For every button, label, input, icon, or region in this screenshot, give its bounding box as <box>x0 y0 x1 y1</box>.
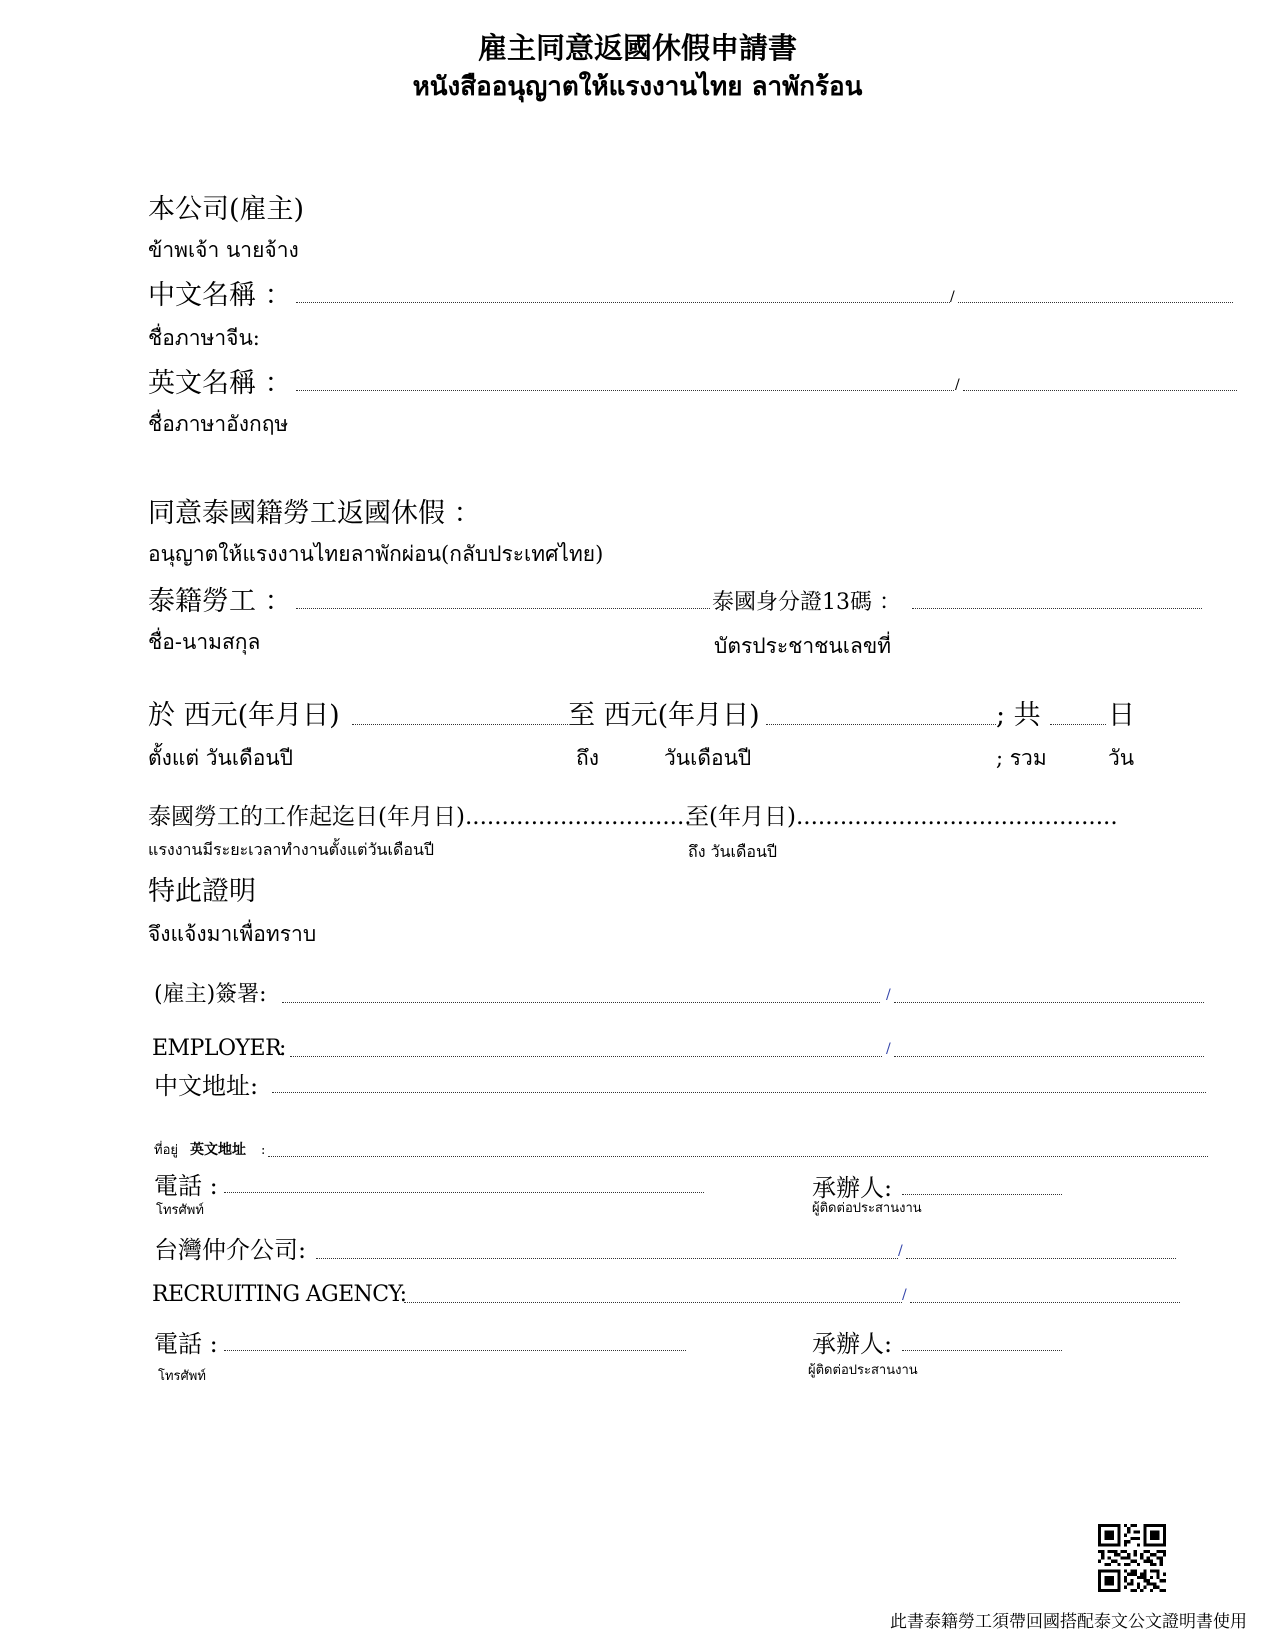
employer-label: EMPLOYER <box>152 1036 282 1061</box>
en-address-label: 英文地址 <box>190 1142 246 1158</box>
agency-field[interactable] <box>316 1258 898 1259</box>
certify-label: 特此證明 <box>148 876 256 907</box>
agency-phone-field[interactable] <box>224 1350 686 1351</box>
signature-slash: / <box>886 987 891 1003</box>
work-period-label-th: แรงงานมีระยะเวลาทำงานตั้งแต่วันเดือนปี <box>148 840 435 859</box>
total-label-th: ; รวม <box>996 746 1047 770</box>
agency-contact-field[interactable] <box>902 1350 1062 1351</box>
company-label: 本公司(雇主) <box>148 194 305 225</box>
from-date-label-th: ตั้งแต่ วันเดือนปี <box>148 746 294 770</box>
english-name-field[interactable] <box>296 390 954 391</box>
chinese-name-field[interactable] <box>296 302 950 303</box>
id-field[interactable] <box>912 608 1202 609</box>
agency-slash: / <box>898 1243 903 1259</box>
work-period-to-label: 至(年月日)............................................ <box>686 804 1118 830</box>
chinese-name-label: 中文名稱 ： <box>148 280 292 311</box>
total-days-field[interactable] <box>1050 724 1106 725</box>
footer-note: 此書泰籍勞工須帶回國搭配泰文公文證明書使用 <box>890 1612 1247 1632</box>
recruiting-agency-field[interactable] <box>404 1302 902 1303</box>
recruiting-agency-slash: / <box>902 1287 907 1303</box>
english-name-alt-field[interactable] <box>963 390 1237 391</box>
employer-contact-field[interactable] <box>902 1194 1062 1195</box>
qr-code <box>1098 1524 1166 1592</box>
employer-phone-label-th: โทรศัพท์ <box>156 1203 204 1218</box>
agree-label-th: อนุญาตให้แรงงานไทยลาพักผ่อน(กลับประเทศไทย) <box>148 542 604 566</box>
english-name-label-th: ชื่อภาษาอังกฤษ <box>148 412 289 436</box>
en-address-field[interactable] <box>268 1156 1208 1157</box>
signature-alt-field[interactable] <box>894 1002 1204 1003</box>
english-name-slash: / <box>955 377 960 393</box>
recruiting-agency-alt-field[interactable] <box>910 1302 1180 1303</box>
from-date-label: 於 西元(年月日) <box>148 700 340 731</box>
employer-alt-field[interactable] <box>894 1056 1204 1057</box>
title-th: หนังสืออนุญาตให้แรงงานไทย ลาพักร้อน <box>412 72 863 102</box>
total-days-label: ; 共 <box>996 700 1041 731</box>
company-label-th: ข้าพเจ้า นายจ้าง <box>148 238 299 262</box>
day-unit: 日 <box>1108 700 1135 731</box>
signature-field[interactable] <box>282 1002 880 1003</box>
title-zh: 雇主同意返國休假申請書 <box>477 31 797 65</box>
en-address-colon: : <box>261 1143 266 1158</box>
employer-contact-label-th: ผู้ติดต่อประสานงาน <box>812 1201 922 1216</box>
zh-address-field[interactable] <box>272 1092 1206 1093</box>
employer-slash: / <box>886 1041 891 1057</box>
agency-phone-label: 電話 : <box>154 1330 218 1358</box>
to-date-field[interactable] <box>766 724 996 725</box>
employer-phone-label: 電話 : <box>154 1172 218 1200</box>
employer-colon: : <box>279 1036 287 1061</box>
work-period-to-label-th: ถึง วันเดือนปี <box>688 842 778 861</box>
zh-address-label: 中文地址: <box>154 1072 259 1100</box>
en-address-label-th: ที่อยู่ <box>154 1143 178 1158</box>
recruiting-agency-label: RECRUITING AGENCY: <box>152 1282 407 1307</box>
id-label-th: บัตรประชาชนเลขที่ <box>714 634 892 658</box>
agency-contact-label: 承辦人: <box>812 1330 893 1358</box>
chinese-name-alt-field[interactable] <box>958 302 1233 303</box>
worker-name-field[interactable] <box>296 608 710 609</box>
work-period-label: 泰國勞工的工作起迄日(年月日)............................... <box>148 804 692 830</box>
worker-name-label-th: ชื่อ-นามสกุล <box>148 630 261 654</box>
signature-label: (雇主)簽署: <box>154 982 267 1007</box>
agency-phone-label-th: โทรศัพท์ <box>158 1369 206 1384</box>
to-date-label: 至 西元(年月日) <box>568 700 760 731</box>
chinese-name-label-th: ชื่อภาษาจีน: <box>148 326 260 350</box>
agency-label: 台灣仲介公司: <box>154 1236 307 1264</box>
from-date-field[interactable] <box>352 724 568 725</box>
employer-phone-field[interactable] <box>224 1192 704 1193</box>
id-label: 泰國身分證13碼 ： <box>712 590 901 615</box>
employer-contact-label: 承辦人: <box>812 1174 893 1202</box>
agency-alt-field[interactable] <box>906 1258 1176 1259</box>
agree-label: 同意泰國籍勞工返國休假 ： <box>148 498 481 529</box>
chinese-name-slash: / <box>950 289 955 305</box>
certify-label-th: จึงแจ้งมาเพื่อทราบ <box>148 922 317 946</box>
day-unit-th: วัน <box>1108 746 1135 770</box>
to-date-label-th: วันเดือนปี <box>664 746 752 770</box>
agency-contact-label-th: ผู้ติดต่อประสานงาน <box>808 1363 918 1378</box>
english-name-label: 英文名稱 ： <box>148 368 292 399</box>
employer-field[interactable] <box>290 1056 882 1057</box>
to-label-th: ถึง <box>576 746 599 770</box>
worker-name-label: 泰籍勞工 ： <box>148 586 292 617</box>
